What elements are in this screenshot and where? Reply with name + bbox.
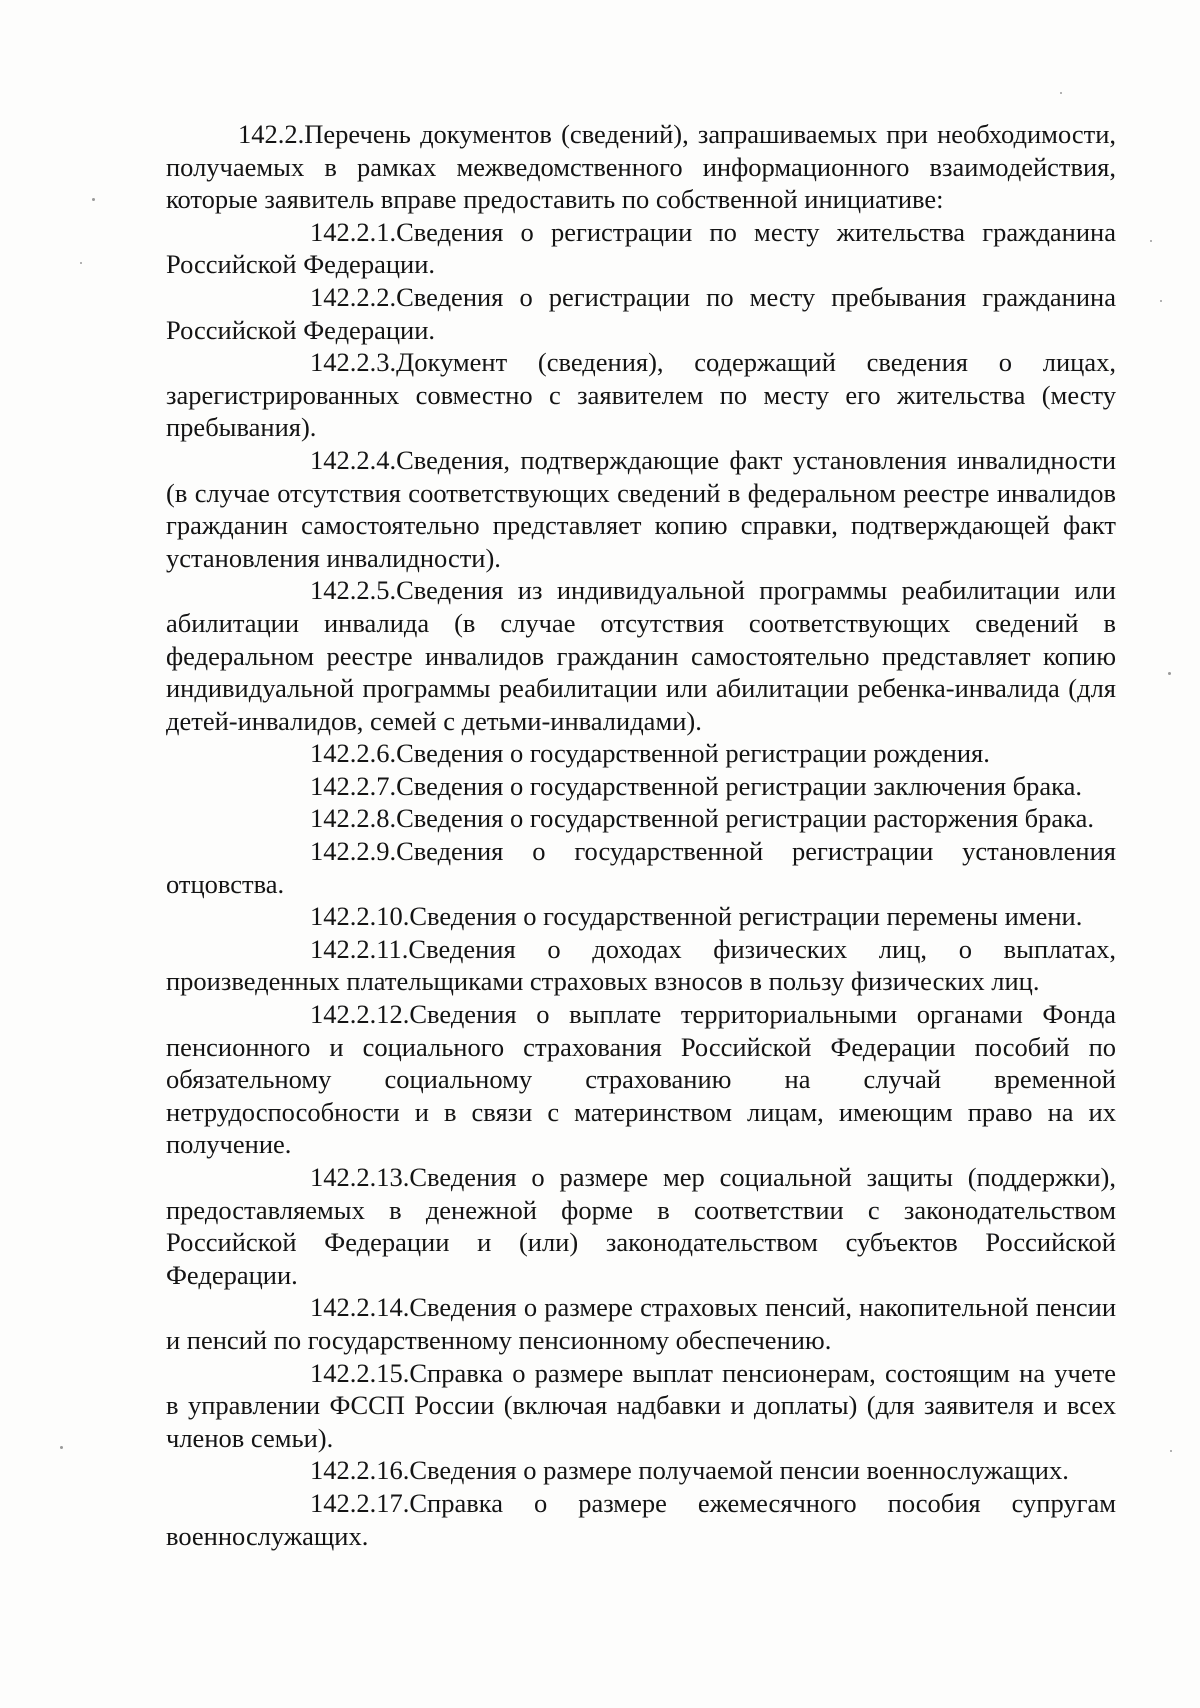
- list-item: [166, 1454, 1116, 1487]
- list-item: [166, 444, 1116, 574]
- list-item: [166, 216, 1116, 281]
- item-number: 142.2.7.: [310, 770, 397, 801]
- item-number: 142.2.11.: [310, 933, 409, 964]
- item-text: Сведения из индивидуальной программы реабилитации или абилитации инвалида (в случае отсутствия соответствующих сведений в федеральном реестре инвалидов гражданин самостоятельно представляет копию индивидуальной программы реабилитации или абилитации ребенка-инвалида (для детей-инвалидов, семей с детьми-инвалидами).: [166, 575, 1116, 736]
- intro-number: 142.2.: [238, 119, 305, 149]
- item-number: 142.2.14.: [310, 1292, 410, 1323]
- item-number: 142.2.16.: [310, 1455, 410, 1486]
- item-number: 142.2.10.: [310, 901, 410, 932]
- intro-text: Перечень документов (сведений), запрашиваемых при необходимости, получаемых в рамках межведомственного информационного взаимодействия, которые заявитель вправе предоставить по собственной инициативе:: [166, 119, 1116, 215]
- item-text: Сведения о размере страховых пенсий, накопительной пенсии и пенсий по государственному пенсионному обеспечению.: [166, 1292, 1116, 1355]
- item-number: 142.2.3.: [310, 347, 397, 378]
- item-text: Сведения о государственной регистрации заключения брака.: [396, 770, 1083, 801]
- list-item: [166, 737, 1116, 770]
- item-number: 142.2.6.: [310, 738, 397, 769]
- document-body: [166, 118, 1116, 1552]
- scan-speck: [1170, 1450, 1172, 1452]
- item-text: Сведения о государственной регистрации установления отцовства.: [166, 836, 1116, 899]
- item-number: 142.2.8.: [310, 803, 397, 834]
- item-text: Сведения о государственной регистрации рождения.: [396, 738, 990, 769]
- item-number: 142.2.13.: [310, 1162, 410, 1192]
- scan-speck: [60, 1446, 63, 1449]
- item-number: 142.2.15.: [310, 1357, 410, 1388]
- list-item: [166, 574, 1116, 737]
- list-item: [166, 770, 1116, 803]
- list-item: [166, 346, 1116, 444]
- item-number: 142.2.4.: [310, 444, 397, 475]
- item-text: Сведения о государственной регистрации расторжения брака.: [396, 803, 1095, 834]
- item-number: 142.2.17.: [310, 1487, 410, 1518]
- list-item: [166, 1357, 1116, 1455]
- scan-speck: [1150, 240, 1152, 242]
- scan-speck: [1060, 92, 1062, 94]
- item-number: 142.2.2.: [310, 281, 397, 312]
- list-item: [166, 835, 1116, 900]
- scan-speck: [1168, 672, 1171, 675]
- list-item: [166, 281, 1116, 346]
- list-item: [166, 802, 1116, 835]
- item-number: 142.2.12.: [310, 999, 410, 1030]
- item-text: Справка о размере выплат пенсионерам, состоящим на учете в управлении ФССП России (включая надбавки и доплаты) (для заявителя и всех членов семьи).: [166, 1357, 1116, 1453]
- item-text: Сведения о размере мер социальной защиты (поддержки), предоставляемых в денежной форме в соответствии с законодательством Российской Федерации и (или) законодательством субъектов Российской Федерации.: [166, 1162, 1116, 1290]
- scan-speck: [80, 262, 82, 264]
- list-item: [166, 900, 1116, 933]
- item-number: 142.2.5.: [310, 575, 397, 606]
- item-text: Сведения о выплате территориальными органами Фонда пенсионного и социального страхования Российской Федерации пособий по обязательному социальному страхованию на случай временной нетрудоспособности и в связи с материнством лицам, имеющим право на их получение.: [166, 999, 1116, 1160]
- list-item: [166, 1161, 1116, 1291]
- item-text: Документ (сведения), содержащий сведения о лицах, зарегистрированных совместно с заявителем по месту его жительства (месту пребывания).: [166, 347, 1116, 443]
- item-text: Сведения о государственной регистрации перемены имени.: [409, 901, 1083, 932]
- list-item: [166, 933, 1116, 998]
- item-text: Сведения, подтверждающие факт установления инвалидности (в случае отсутствия соответствующих сведений в федеральном реестре инвалидов гражданин самостоятельно представляет копию справки, подтверждающей факт установления инвалидности).: [166, 444, 1116, 573]
- item-text: Сведения о доходах физических лиц, о выплатах, произведенных плательщиками страховых взносов в пользу физических лиц.: [166, 933, 1116, 997]
- item-number: 142.2.9.: [310, 836, 397, 867]
- item-text: Справка о размере ежемесячного пособия супругам военнослужащих.: [166, 1487, 1116, 1551]
- scan-speck: [1160, 300, 1162, 302]
- list-item: [166, 998, 1116, 1161]
- list-item: [166, 1291, 1116, 1356]
- item-text: Сведения о регистрации по месту жительства гражданина Российской Федерации.: [166, 216, 1116, 280]
- intro-paragraph: [166, 118, 1116, 216]
- item-text: Сведения о размере получаемой пенсии военнослужащих.: [409, 1455, 1069, 1486]
- scan-speck: [92, 198, 95, 201]
- item-number: 142.2.1.: [310, 216, 397, 247]
- list-item: [166, 1487, 1116, 1552]
- item-text: Сведения о регистрации по месту пребывания гражданина Российской Федерации.: [166, 281, 1116, 345]
